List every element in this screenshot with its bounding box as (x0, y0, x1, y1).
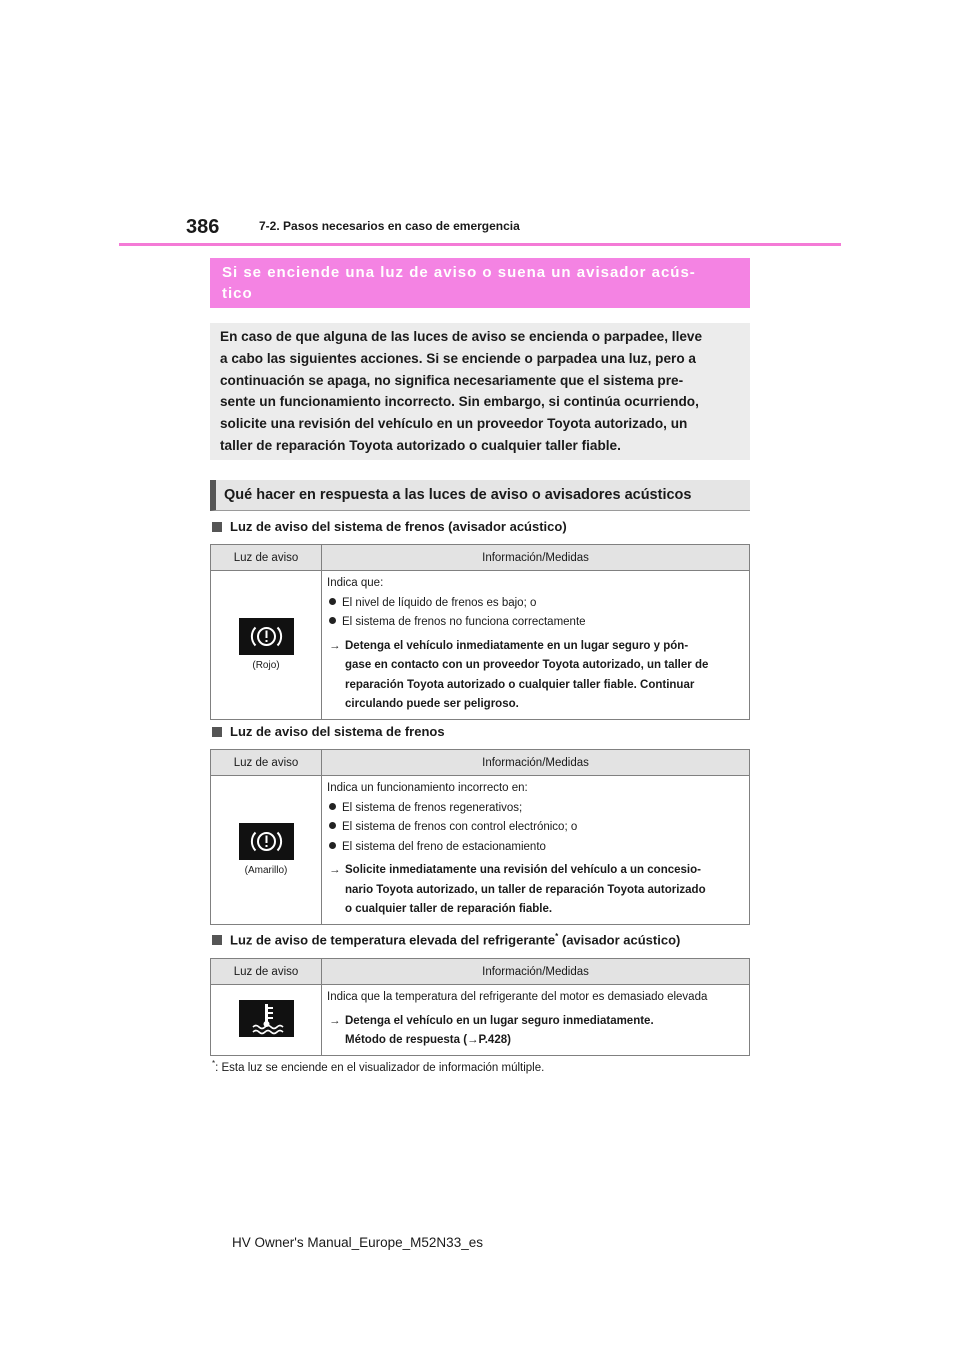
subheading-brake-buzzer: Luz de aviso del sistema de frenos (avisador acústico) (212, 519, 567, 534)
intro-line: sente un funcionamiento incorrecto. Sin embargo, si continúa ocurriendo, (220, 394, 699, 410)
arrow-icon: → (329, 864, 341, 876)
coolant-temperature-icon (239, 1000, 294, 1037)
list-item: El sistema de frenos regenerativos; (327, 799, 745, 819)
manual-footer: HV Owner's Manual_Europe_M52N33_es (232, 1235, 483, 1250)
info-intro: Indica que la temperatura del refrigerante del motor es demasiado elevada (327, 991, 708, 1003)
brake-warning-icon (239, 618, 294, 655)
arrow-icon: → (329, 639, 341, 652)
info-intro: Indica que: (327, 577, 384, 589)
action-text: → Detenga el vehículo en un lugar seguro inmediatamente. Método de respuesta (→P.428) (327, 1012, 745, 1051)
square-bullet-icon (212, 522, 222, 532)
brake-warning-icon (239, 823, 294, 860)
banner-line-1: Si se enciende una luz de aviso o suena un avisador acús- (222, 264, 696, 281)
icon-caption: (Amarillo) (244, 865, 288, 877)
square-bullet-icon (212, 727, 222, 737)
col-header-info: Información/Medidas (322, 959, 750, 985)
page-number: 386 (186, 216, 220, 238)
list-item: El sistema del freno de estacionamiento (327, 838, 745, 858)
list-item: El sistema de frenos no funciona correctamente (327, 613, 745, 633)
list-item: El nivel de líquido de frenos es bajo; o (327, 594, 745, 614)
footnote: *: Esta luz se enciende en el visualizador de información múltiple. (212, 1059, 545, 1074)
col-header-light: Luz de aviso (211, 750, 322, 776)
warning-table-brake-red (210, 544, 750, 720)
list-item: El sistema de frenos con control electrónico; o (327, 818, 745, 838)
info-intro: Indica un funcionamiento incorrecto en: (327, 782, 528, 794)
intro-line: taller de reparación Toyota autorizado o cualquier taller fiable. (220, 437, 621, 453)
col-header-info: Información/Medidas (322, 545, 750, 571)
col-header-light: Luz de aviso (211, 545, 322, 571)
section-title: 7-2. Pasos necesarios en caso de emergencia (259, 219, 520, 233)
subheading-brake: Luz de aviso del sistema de frenos (212, 724, 445, 739)
intro-line: continuación se apaga, no significa necesariamente que el sistema pre- (220, 372, 684, 388)
col-header-info: Información/Medidas (322, 750, 750, 776)
banner-line-2: tico (222, 285, 253, 302)
intro-line: En caso de que alguna de las luces de aviso se encienda o parpadee, lleve (220, 329, 703, 344)
section-heading: Qué hacer en respuesta a las luces de aviso o avisadores acústicos (210, 480, 750, 511)
intro-line: solicite una revisión del vehículo en un proveedor Toyota autorizado, un (220, 416, 688, 432)
topic-banner (210, 258, 750, 308)
intro-line: a cabo las siguientes acciones. Si se enciende o parpadea una luz, pero a (220, 350, 696, 366)
arrow-icon: → (329, 1014, 341, 1027)
header-rule (119, 243, 841, 246)
warning-table-coolant (210, 958, 750, 1056)
action-text: → Detenga el vehículo inmediatamente en un lugar seguro y pón- gase en contacto con un proveedor Toyota autorizado, un taller de reparación Toyota autorizado o cualquier taller fiable. Continuar circulando puede ser peligroso. (327, 637, 745, 715)
icon-caption: (Rojo) (252, 660, 280, 672)
warning-table-brake-amber (210, 749, 750, 925)
subheading-coolant: Luz de aviso de temperatura elevada del refrigerante* (avisador acústico) (212, 932, 680, 947)
action-text: → Solicite inmediatamente una revisión del vehículo a un concesio- nario Toyota autorizado, un taller de reparación Toyota autorizado o cualquier taller de reparación fiable. (327, 861, 745, 920)
col-header-light: Luz de aviso (211, 959, 322, 985)
intro-box (210, 323, 750, 460)
square-bullet-icon (212, 935, 222, 945)
